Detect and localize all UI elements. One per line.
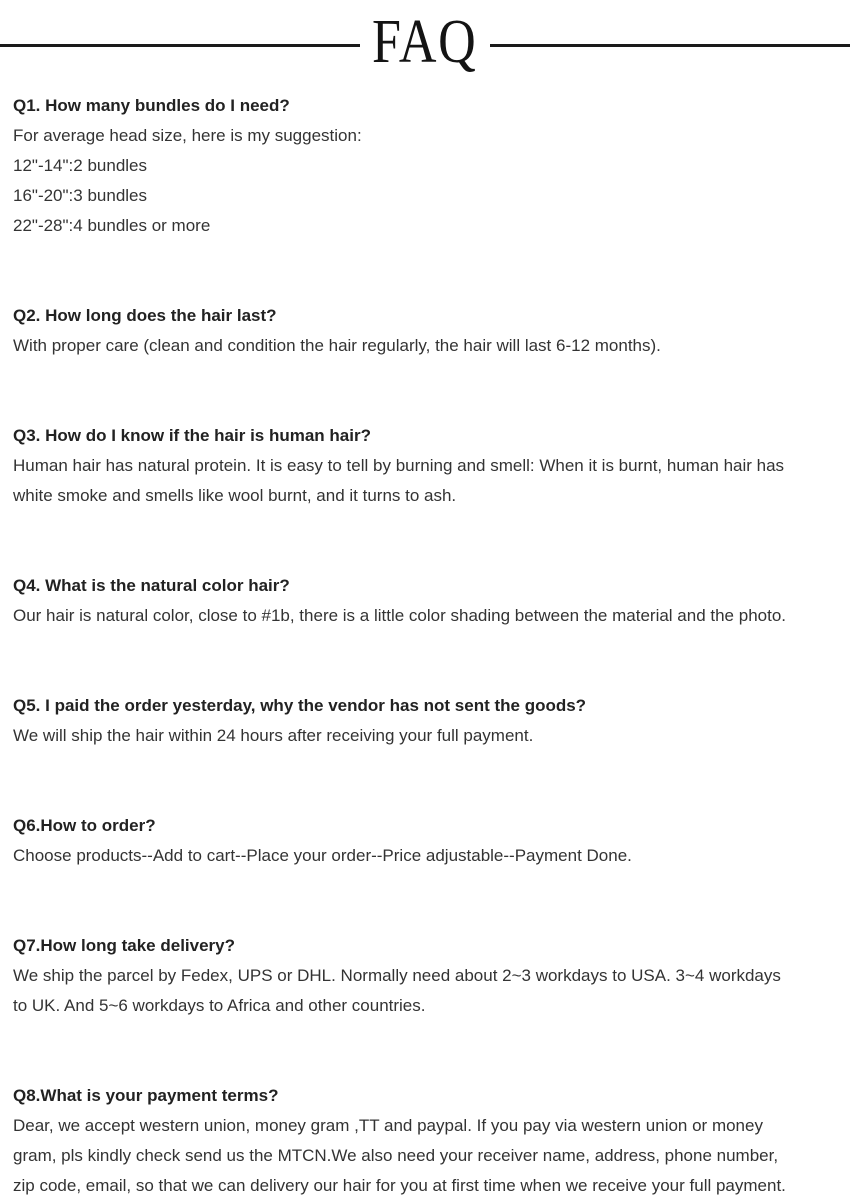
faq-section-q3	[13, 421, 846, 511]
question-q1: Q1. How many bundles do I need?	[13, 96, 290, 115]
faq-section-q2	[13, 301, 846, 361]
faq-section-q4	[13, 571, 846, 631]
answer-line: 22"-28":4 bundles or more	[13, 216, 211, 235]
answer-line: Choose products--Add to cart--Place your order--Price adjustable--Payment Done.	[13, 846, 632, 865]
answer-line: zip code, email, so that we can delivery our hair for you at first time when we receive your full payment.	[13, 1176, 786, 1195]
answer-line: white smoke and smells like wool burnt, and it turns to ash.	[13, 486, 457, 505]
question-q2: Q2. How long does the hair last?	[13, 306, 277, 325]
answer-line: to UK. And 5~6 workdays to Africa and other countries.	[13, 996, 426, 1015]
question-q6: Q6.How to order?	[13, 816, 156, 835]
question-q3: Q3. How do I know if the hair is human hair?	[13, 426, 371, 445]
answer-line: For average head size, here is my suggestion:	[13, 126, 362, 145]
faq-section-q6	[13, 811, 846, 871]
faq-section-q1	[13, 91, 846, 241]
page-title: FAQ	[372, 7, 478, 76]
faq-section-q5	[13, 691, 846, 751]
faq-section-q7	[13, 931, 846, 1021]
answer-line: 12"-14":2 bundles	[13, 156, 147, 175]
question-q8: Q8.What is your payment terms?	[13, 1086, 279, 1105]
answer-line: We ship the parcel by Fedex, UPS or DHL. Normally need about 2~3 workdays to USA. 3~4 workdays	[13, 966, 781, 985]
answer-line: 16"-20":3 bundles	[13, 186, 147, 205]
answer-line: Our hair is natural color, close to #1b, there is a little color shading between the material and the photo.	[13, 606, 787, 625]
header-rule-left	[0, 44, 360, 47]
faq-section-q8	[13, 1081, 846, 1201]
answer-line: Human hair has natural protein. It is easy to tell by burning and smell: When it is burnt, human hair has	[13, 456, 785, 475]
answer-line: Dear, we accept western union, money gram ,TT and paypal. If you pay via western union or money	[13, 1116, 763, 1135]
answer-line: gram, pls kindly check send us the MTCN.We also need your receiver name, address, phone number,	[13, 1146, 779, 1165]
header-rule-right	[490, 44, 850, 47]
question-q4: Q4. What is the natural color hair?	[13, 576, 290, 595]
question-q7: Q7.How long take delivery?	[13, 936, 236, 955]
answer-line: We will ship the hair within 24 hours after receiving your full payment.	[13, 726, 534, 745]
faq-header	[0, 0, 850, 91]
answer-line: With proper care (clean and condition the hair regularly, the hair will last 6-12 months).	[13, 336, 661, 355]
question-q5: Q5. I paid the order yesterday, why the vendor has not sent the goods?	[13, 696, 587, 715]
faq-content	[0, 91, 850, 1201]
